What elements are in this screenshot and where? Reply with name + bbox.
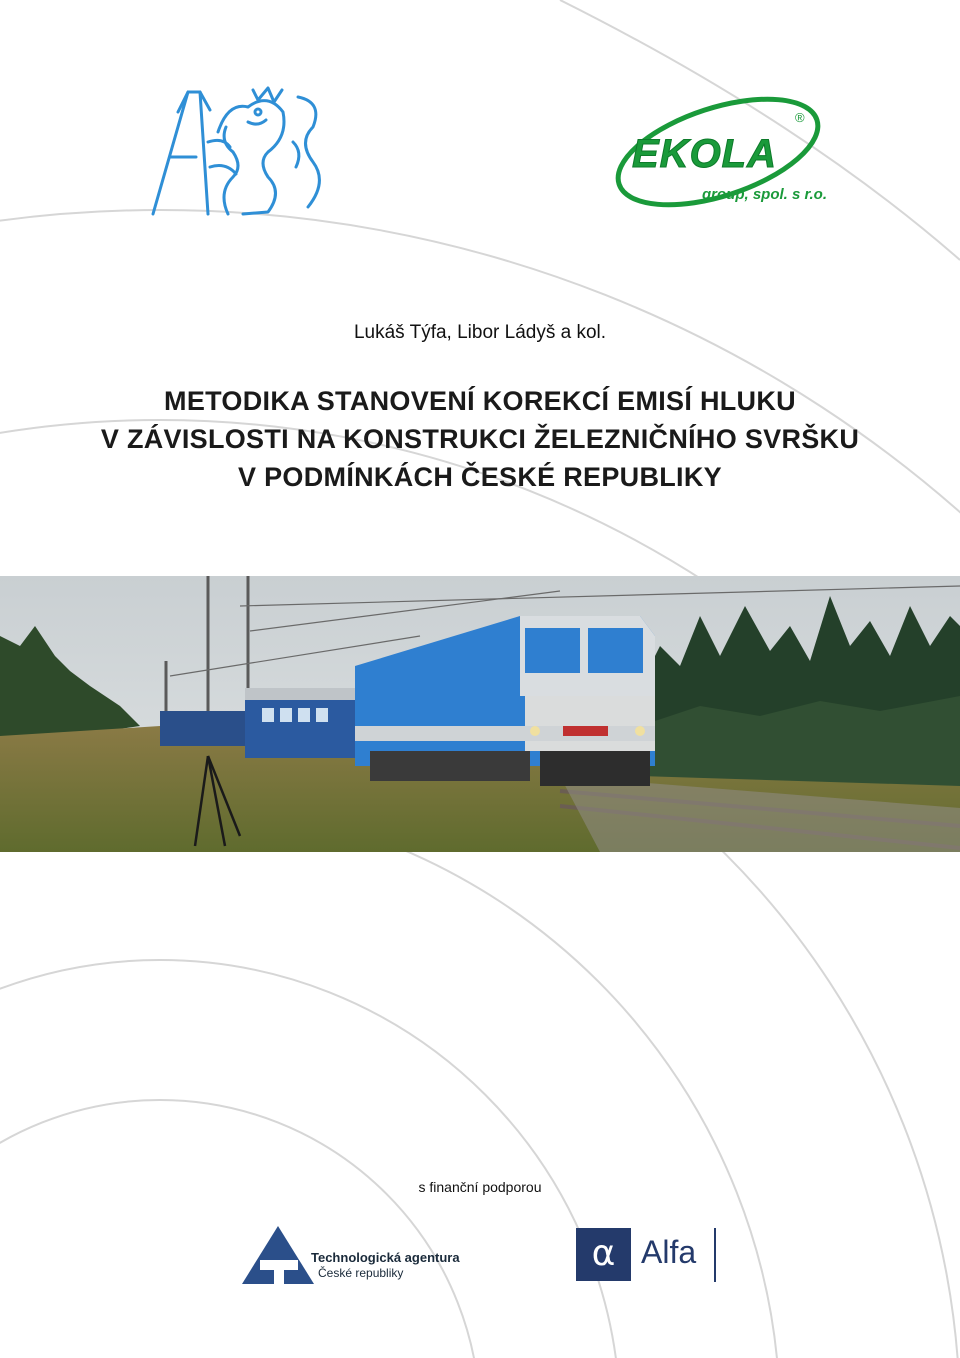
title-line-1: METODIKA STANOVENÍ KOREKCÍ EMISÍ HLUKU bbox=[164, 386, 796, 416]
title-line-3: V PODMÍNKÁCH ČESKÉ REPUBLIKY bbox=[238, 462, 722, 492]
title-line-2: V ZÁVISLOSTI NA KONSTRUKCI ŽELEZNIČNÍHO SVRŠKU bbox=[100, 424, 860, 454]
document-title bbox=[0, 382, 960, 496]
registered-mark: ® bbox=[795, 110, 805, 125]
ekola-subtitle: group, spol. s r.o. bbox=[702, 186, 828, 203]
funding-note: s finanční podporou bbox=[418, 1179, 542, 1195]
tacr-subtitle: České republiky bbox=[318, 1266, 404, 1280]
ctu-logo bbox=[148, 82, 333, 222]
ekola-wordmark: EKOLA bbox=[632, 132, 777, 176]
alfa-glyph-icon: α bbox=[591, 1233, 616, 1274]
alfa-wordmark: Alfa bbox=[641, 1234, 697, 1270]
alfa-divider bbox=[714, 1228, 716, 1282]
authors: Lukáš Týfa, Libor Ládyš a kol. bbox=[353, 322, 607, 343]
train-photo bbox=[0, 576, 960, 852]
tacr-name: Technologická agentura bbox=[311, 1250, 460, 1265]
